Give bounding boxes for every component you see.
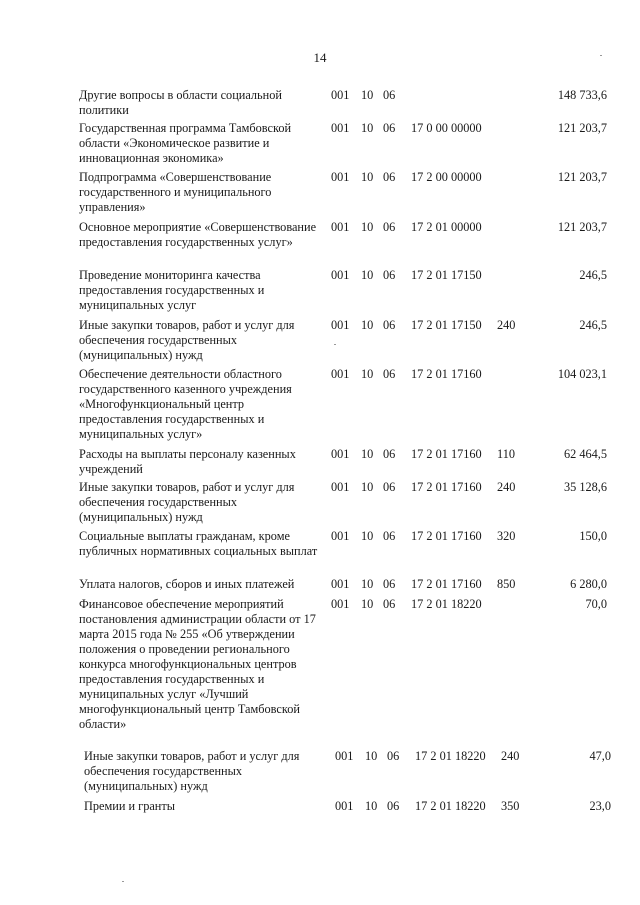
row-adm: 001 <box>331 367 350 381</box>
row-sum: 35 128,6 <box>563 480 607 494</box>
row-sum: 47,0 <box>589 749 611 763</box>
row-adm: 001 <box>331 480 350 494</box>
row-adm: 001 <box>331 318 350 332</box>
row-name: Другие вопросы в области социальной политики <box>79 88 282 117</box>
row-target-article: 17 2 01 00000 <box>411 220 482 234</box>
row-name: Финансовое обеспечение мероприятий постановления администрации области от 17 марта 2015 года № 255 «Об утверждении положения о проведении регионального конкурса многофункциональных центров предоставления государственных и муниципальных услуг «Лучший многофункциональный центр Тамбовской области» <box>79 597 316 731</box>
row-sum: 6 280,0 <box>570 577 607 591</box>
row-sum: 246,5 <box>579 268 607 282</box>
row-expense-type: 350 <box>501 799 520 813</box>
row-subsection: 06 <box>383 268 396 282</box>
row-section: 10 <box>365 799 378 813</box>
row-name: Иные закупки товаров, работ и услуг для обеспечения государственных (муниципальных) нужд <box>84 749 300 793</box>
row-sum: 246,5 <box>579 318 607 332</box>
row-adm: 001 <box>331 121 350 135</box>
row-section: 10 <box>361 220 374 234</box>
row-target-article: 17 2 01 18220 <box>415 799 486 813</box>
row-name: Проведение мониторинга качества предоставления государственных и муниципальных услуг <box>79 268 265 312</box>
row-sum: 23,0 <box>589 799 611 813</box>
scan-speck <box>122 881 124 882</box>
row-sum: 121 203,7 <box>557 170 607 184</box>
row-subsection: 06 <box>383 480 396 494</box>
row-expense-type: 240 <box>501 749 520 763</box>
row-section: 10 <box>361 577 374 591</box>
row-name: Социальные выплаты гражданам, кроме публичных нормативных социальных выплат <box>79 529 318 558</box>
row-subsection: 06 <box>383 597 396 611</box>
row-sum: 62 464,5 <box>563 447 607 461</box>
row-adm: 001 <box>331 88 350 102</box>
row-target-article: 17 2 01 17160 <box>411 529 482 543</box>
row-section: 10 <box>365 749 378 763</box>
row-target-article: 17 2 01 18220 <box>415 749 486 763</box>
row-target-article: 17 2 01 17150 <box>411 268 482 282</box>
row-expense-type: 110 <box>497 447 515 461</box>
row-name: Расходы на выплаты персоналу казенных учреждений <box>79 447 296 476</box>
row-subsection: 06 <box>383 220 396 234</box>
row-section: 10 <box>361 447 374 461</box>
row-target-article: 17 2 01 17160 <box>411 367 482 381</box>
row-sum: 121 203,7 <box>557 121 607 135</box>
row-name: Основное мероприятие «Совершенствование предоставления государственных услуг» <box>79 220 317 249</box>
row-subsection: 06 <box>383 577 396 591</box>
scan-speck <box>334 344 336 345</box>
row-adm: 001 <box>331 577 350 591</box>
row-name: Иные закупки товаров, работ и услуг для обеспечения государственных (муниципальных) нужд <box>79 318 295 362</box>
row-name: Обеспечение деятельности областного государственного казенного учреждения «Многофункциональный центр предоставления государственных и муниципальных услуг» <box>79 367 292 441</box>
row-subsection: 06 <box>383 170 396 184</box>
row-section: 10 <box>361 318 374 332</box>
row-subsection: 06 <box>383 529 396 543</box>
row-subsection: 06 <box>383 447 396 461</box>
row-target-article: 17 0 00 00000 <box>411 121 482 135</box>
row-adm: 001 <box>335 749 354 763</box>
row-section: 10 <box>361 121 374 135</box>
row-target-article: 17 2 01 17160 <box>411 480 482 494</box>
row-section: 10 <box>361 480 374 494</box>
row-name: Государственная программа Тамбовской области «Экономическое развитие и инновационная экономика» <box>79 121 292 165</box>
row-section: 10 <box>361 597 374 611</box>
row-subsection: 06 <box>387 799 400 813</box>
row-adm: 001 <box>331 529 350 543</box>
row-expense-type: 320 <box>497 529 516 543</box>
row-section: 10 <box>361 529 374 543</box>
scan-speck <box>600 55 602 56</box>
row-adm: 001 <box>331 220 350 234</box>
row-target-article: 17 2 01 17160 <box>411 447 482 461</box>
row-target-article: 17 2 01 17150 <box>411 318 482 332</box>
row-section: 10 <box>361 88 374 102</box>
row-sum: 70,0 <box>585 597 607 611</box>
row-sum: 148 733,6 <box>557 88 607 102</box>
row-sum: 104 023,1 <box>557 367 607 381</box>
row-section: 10 <box>361 268 374 282</box>
row-sum: 121 203,7 <box>557 220 607 234</box>
row-section: 10 <box>361 170 374 184</box>
row-adm: 001 <box>331 268 350 282</box>
row-expense-type: 850 <box>497 577 516 591</box>
row-sum: 150,0 <box>579 529 607 543</box>
row-name: Иные закупки товаров, работ и услуг для обеспечения государственных (муниципальных) нужд <box>79 480 295 524</box>
row-adm: 001 <box>331 447 350 461</box>
row-name: Премии и гранты <box>84 799 176 813</box>
row-adm: 001 <box>331 597 350 611</box>
row-subsection: 06 <box>383 367 396 381</box>
row-target-article: 17 2 01 17160 <box>411 577 482 591</box>
row-subsection: 06 <box>383 318 396 332</box>
row-adm: 001 <box>331 170 350 184</box>
row-subsection: 06 <box>387 749 400 763</box>
row-section: 10 <box>361 367 374 381</box>
row-expense-type: 240 <box>497 480 516 494</box>
row-adm: 001 <box>335 799 354 813</box>
row-name: Уплата налогов, сборов и иных платежей <box>79 577 295 591</box>
page-number: 14 <box>313 50 327 65</box>
row-name: Подпрограмма «Совершенствование государственного и муниципального управления» <box>79 170 272 214</box>
row-target-article: 17 2 00 00000 <box>411 170 482 184</box>
row-subsection: 06 <box>383 88 396 102</box>
row-expense-type: 240 <box>497 318 516 332</box>
row-subsection: 06 <box>383 121 396 135</box>
row-target-article: 17 2 01 18220 <box>411 597 482 611</box>
